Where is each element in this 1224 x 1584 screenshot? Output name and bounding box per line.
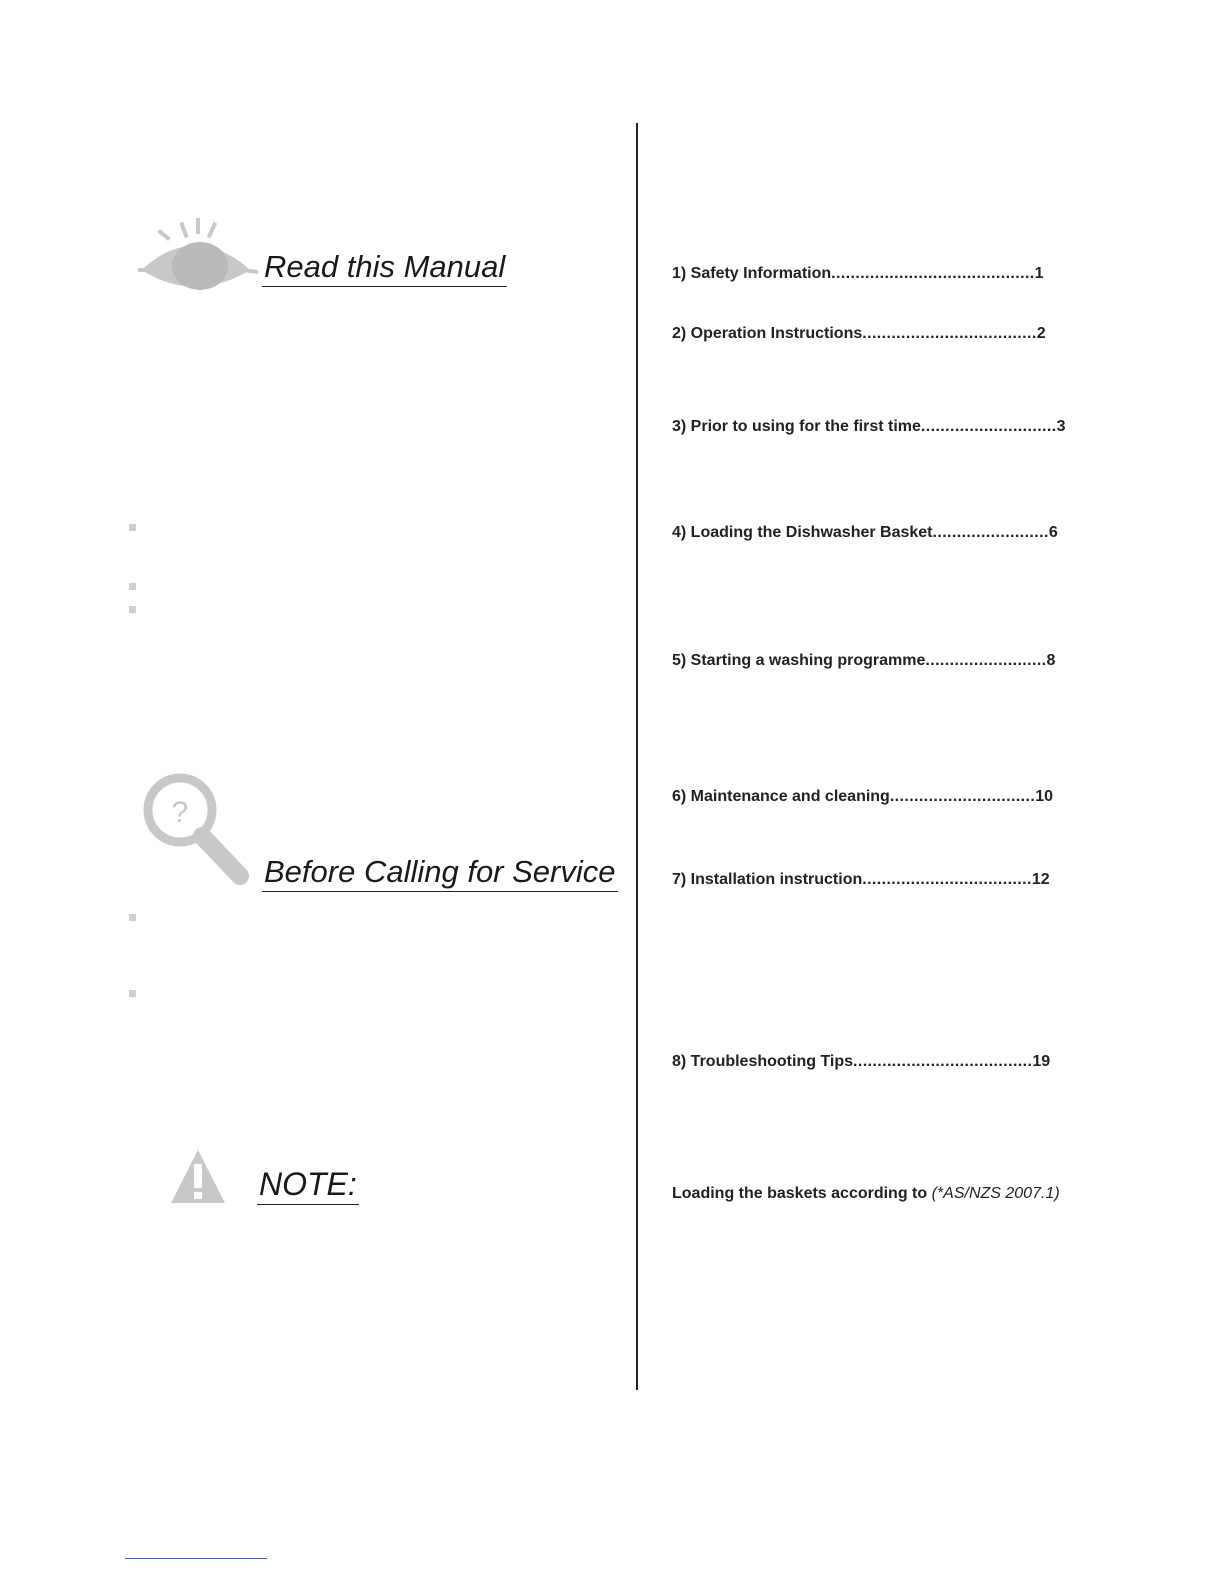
toc-label: 6) Maintenance and cleaning: [672, 788, 890, 805]
toc-page-number: 1: [1034, 265, 1044, 282]
toc-page-number: 19: [1032, 1053, 1051, 1070]
before-service-heading: Before Calling for Service: [262, 854, 618, 892]
read-manual-heading: Read this Manual: [262, 249, 507, 287]
eye-icon: [138, 214, 258, 292]
toc-item-maintenance-cleaning[interactable]: [672, 789, 1053, 805]
toc-item-starting-programme[interactable]: [672, 653, 1055, 669]
toc-label: 1) Safety Information: [672, 265, 832, 282]
loading-baskets-standard-line: [672, 1186, 1060, 1202]
toc-item-installation-instruction[interactable]: [672, 872, 1050, 888]
toc-page-number: 6: [1048, 524, 1058, 541]
toc-page-number: 2: [1036, 325, 1046, 342]
toc-label: 2) Operation Instructions: [672, 325, 863, 342]
standard-reference: (*AS/NZS 2007.1): [931, 1185, 1060, 1202]
bullet-marker: [129, 914, 136, 921]
toc-item-prior-to-first-use[interactable]: [672, 419, 1065, 435]
toc-leader-dots: ..............................: [889, 788, 1036, 805]
toc-item-troubleshooting-tips[interactable]: [672, 1054, 1050, 1070]
bullet-marker: [129, 606, 136, 613]
toc-label: 5) Starting a washing programme: [672, 652, 926, 669]
toc-leader-dots: .....................................: [853, 1053, 1033, 1070]
toc-label: 4) Loading the Dishwasher Basket: [672, 524, 933, 541]
toc-leader-dots: .........................: [925, 652, 1047, 669]
bullet-marker: [129, 524, 136, 531]
footnote-rule: [125, 1558, 267, 1559]
toc-page-number: 3: [1056, 418, 1066, 435]
toc-item-operation-instructions[interactable]: [672, 326, 1046, 342]
toc-page-number: 10: [1035, 788, 1053, 805]
toc-item-loading-basket[interactable]: [672, 525, 1058, 541]
question-mark-glyph: ?: [171, 796, 189, 829]
toc-page-number: 12: [1031, 871, 1050, 888]
warning-triangle-icon: [170, 1148, 226, 1204]
toc-leader-dots: ............................: [920, 418, 1057, 435]
toc-label: 3) Prior to using for the first time: [672, 418, 921, 435]
bullet-marker: [129, 583, 136, 590]
bullet-marker: [129, 990, 136, 997]
toc-page-number: 8: [1046, 652, 1056, 669]
toc-item-safety-information[interactable]: [672, 266, 1044, 282]
toc-leader-dots: ...................................: [862, 871, 1032, 888]
standard-line-label: Loading the baskets according to: [672, 1185, 932, 1202]
toc-label: 7) Installation instruction: [672, 871, 863, 888]
note-heading: NOTE:: [257, 1166, 359, 1205]
toc-label: 8) Troubleshooting Tips: [672, 1053, 854, 1070]
toc-leader-dots: ..........................................: [831, 265, 1035, 282]
column-divider: [636, 123, 638, 1390]
toc-leader-dots: ........................: [932, 524, 1049, 541]
magnifier-question-icon: [140, 772, 252, 890]
toc-leader-dots: ....................................: [862, 325, 1037, 342]
